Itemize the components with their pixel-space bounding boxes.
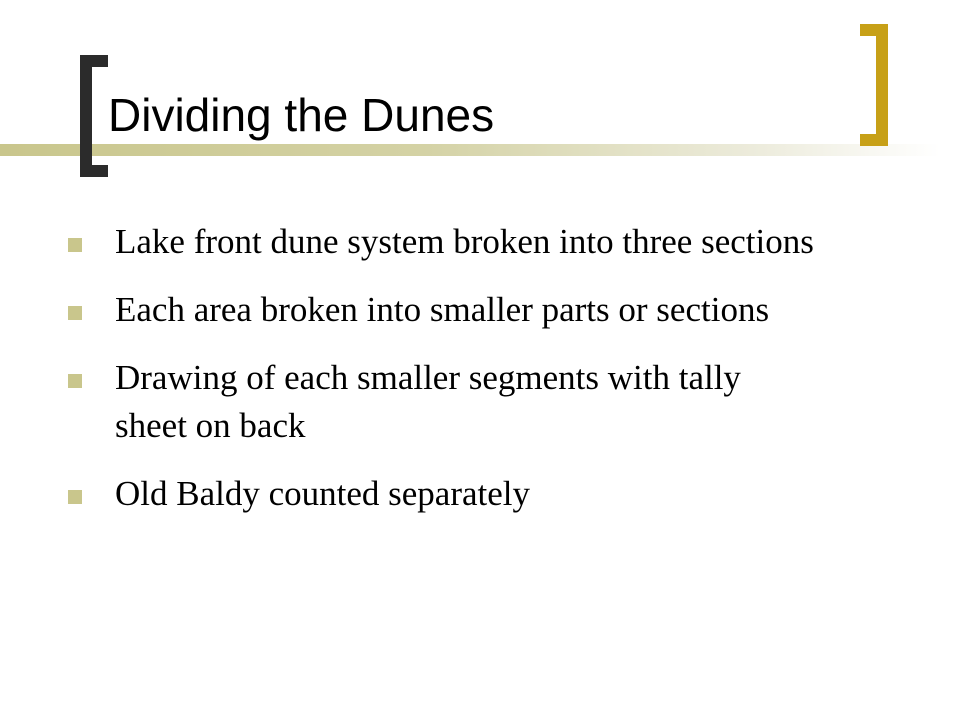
left-bracket-top-arm [80, 55, 108, 67]
right-bracket-bottom-arm [860, 134, 888, 146]
bullet-list [68, 218, 888, 538]
square-bullet-icon [68, 374, 82, 388]
bullet-item [68, 354, 888, 450]
square-bullet-icon [68, 306, 82, 320]
left-bracket-bottom-arm [80, 165, 108, 177]
bullet-text: Drawing of each smaller segments with tally sheet on back [115, 358, 741, 445]
bullet-text: Lake front dune system broken into three sections [115, 222, 814, 261]
square-bullet-icon [68, 238, 82, 252]
bullet-item [68, 470, 888, 518]
slide-title: Dividing the Dunes [108, 89, 495, 141]
square-bullet-icon [68, 490, 82, 504]
bullet-item [68, 286, 888, 334]
title-underline-bar [0, 144, 940, 156]
bullet-text: Each area broken into smaller parts or sections [115, 290, 770, 329]
left-bracket-vertical [80, 55, 92, 177]
right-bracket-top-arm [860, 24, 888, 36]
right-bracket-vertical [876, 24, 888, 146]
bullet-text: Old Baldy counted separately [115, 474, 531, 513]
bullet-item [68, 218, 888, 266]
